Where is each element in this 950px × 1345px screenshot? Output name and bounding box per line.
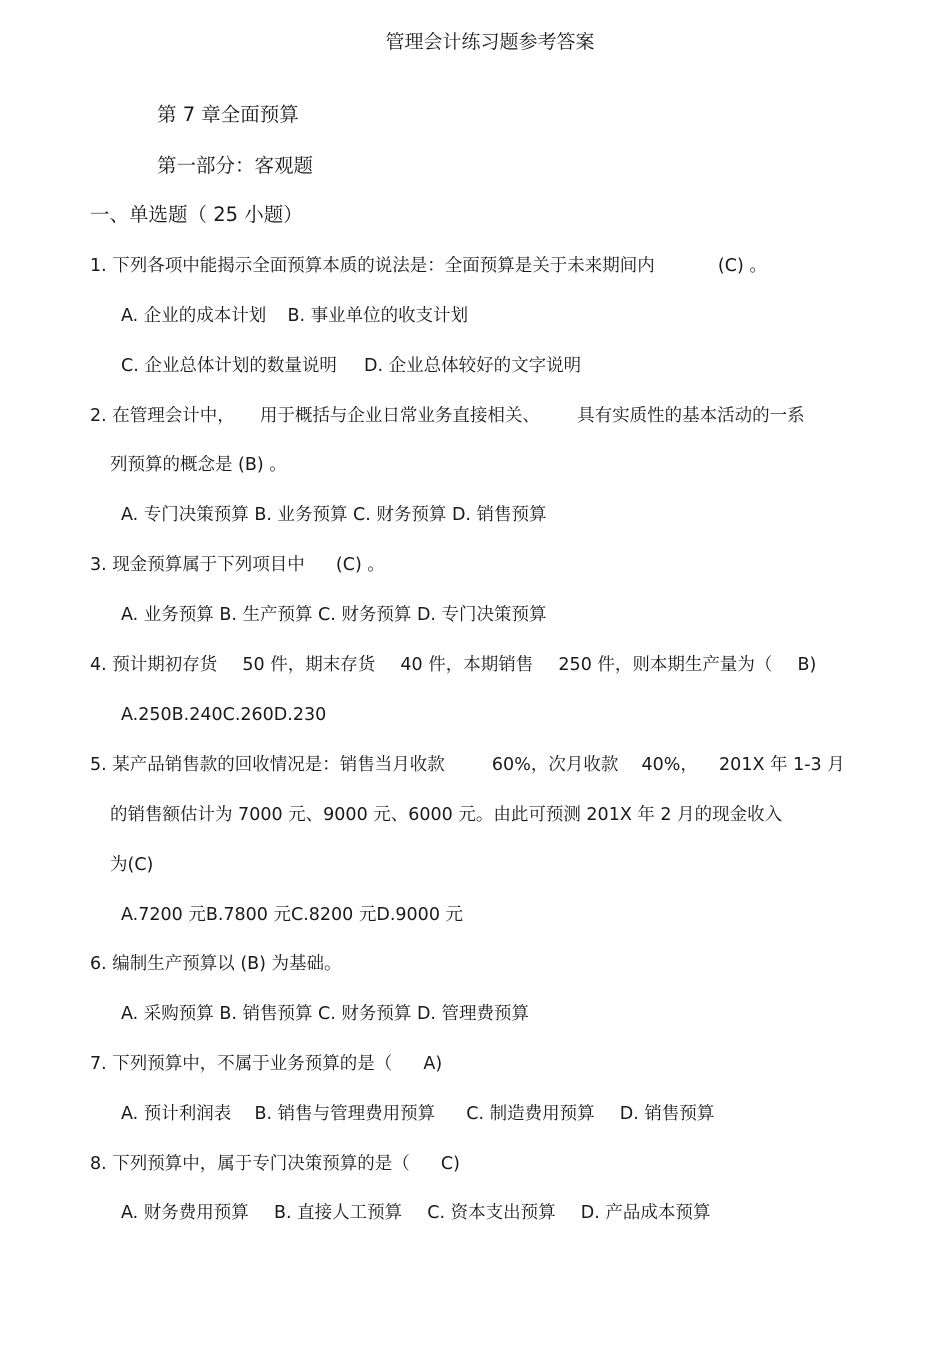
question-8-options	[121, 1201, 710, 1225]
option-c: C. 制造费用预算	[466, 1104, 595, 1124]
question-text-part-3: 具有实质性的基本活动的一系	[577, 406, 805, 426]
question-5	[90, 753, 845, 777]
question-8	[90, 1152, 460, 1176]
question-text-part-4: 201X 年 1-3 月	[719, 755, 845, 775]
question-answer: C)	[440, 1154, 460, 1174]
question-4	[90, 653, 816, 677]
option-d: D. 销售预算	[619, 1104, 715, 1124]
question-1	[90, 254, 767, 278]
option-d: D. 企业总体较好的文字说明	[364, 356, 582, 376]
question-answer: (C) 。	[335, 555, 385, 575]
question-answer: B)	[797, 655, 817, 675]
question-7	[90, 1052, 442, 1076]
question-text: 7. 下列预算中，不属于业务预算的是（	[90, 1054, 393, 1074]
question-text-part-1: 2. 在管理会计中，	[90, 406, 235, 426]
question-2-continuation: 列预算的概念是 (B) 。	[110, 455, 287, 475]
question-3	[90, 553, 385, 577]
question-text-part-2: 用于概括与企业日常业务直接相关、	[259, 406, 540, 426]
option-c: C. 企业总体计划的数量说明	[121, 356, 337, 376]
question-text-part-3: 40%，	[641, 755, 698, 775]
question-text-part-3: 40 件，本期销售	[400, 655, 534, 675]
question-6-options: A. 采购预算 B. 销售预算 C. 财务预算 D. 管理费预算	[121, 1004, 530, 1024]
question-text: 3. 现金预算属于下列项目中	[90, 555, 305, 575]
question-4-options: A.250B.240C.260D.230	[121, 705, 327, 725]
question-2	[90, 404, 805, 428]
question-text-part-1: 4. 预计期初存货	[90, 655, 218, 675]
question-text-part-2: 60%，次月收款	[491, 755, 619, 775]
question-text: 1. 下列各项中能揭示全面预算本质的说法是：全面预算是关于未来期间内	[90, 256, 655, 276]
option-c: C. 资本支出预算	[427, 1203, 556, 1223]
document-title: 管理会计练习题参考答案	[385, 31, 595, 53]
option-b: B. 事业单位的收支计划	[287, 306, 469, 326]
question-text-part-2: 50 件，期末存货	[242, 655, 376, 675]
option-b: B. 直接人工预算	[273, 1203, 403, 1223]
question-text-part-4: 250 件，则本期生产量为（	[558, 655, 773, 675]
part-heading: 第一部分：客观题	[157, 154, 314, 177]
question-5-continuation-2: 为(C)	[110, 855, 154, 875]
question-3-options: A. 业务预算 B. 生产预算 C. 财务预算 D. 专门决策预算	[121, 605, 547, 625]
section-heading: 一、单选题（ 25 小题）	[90, 203, 303, 226]
question-answer: (C) 。	[717, 256, 767, 276]
question-2-options: A. 专门决策预算 B. 业务预算 C. 财务预算 D. 销售预算	[121, 505, 547, 525]
question-1-options-row-1	[121, 304, 468, 328]
option-a: A. 企业的成本计划	[121, 306, 267, 326]
question-text: 8. 下列预算中，属于专门决策预算的是（	[90, 1154, 410, 1174]
question-6: 6. 编制生产预算以 (B) 为基础。	[90, 954, 342, 974]
question-7-options	[121, 1102, 714, 1126]
question-answer: A)	[423, 1054, 443, 1074]
question-5-continuation: 的销售额估计为 7000 元、9000 元、6000 元。由此可预测 201X 年 2 月的现金收入	[110, 805, 783, 825]
question-5-options: A.7200 元B.7800 元C.8200 元D.9000 元	[121, 905, 464, 925]
question-text-part-1: 5. 某产品销售款的回收情况是：销售当月收款	[90, 755, 445, 775]
question-1-options-row-2	[121, 354, 581, 378]
chapter-heading: 第 7 章全面预算	[157, 103, 299, 126]
option-b: B. 销售与管理费用预算	[254, 1104, 436, 1124]
option-a: A. 财务费用预算	[121, 1203, 249, 1223]
option-a: A. 预计利润表	[121, 1104, 232, 1124]
option-d: D. 产品成本预算	[580, 1203, 711, 1223]
